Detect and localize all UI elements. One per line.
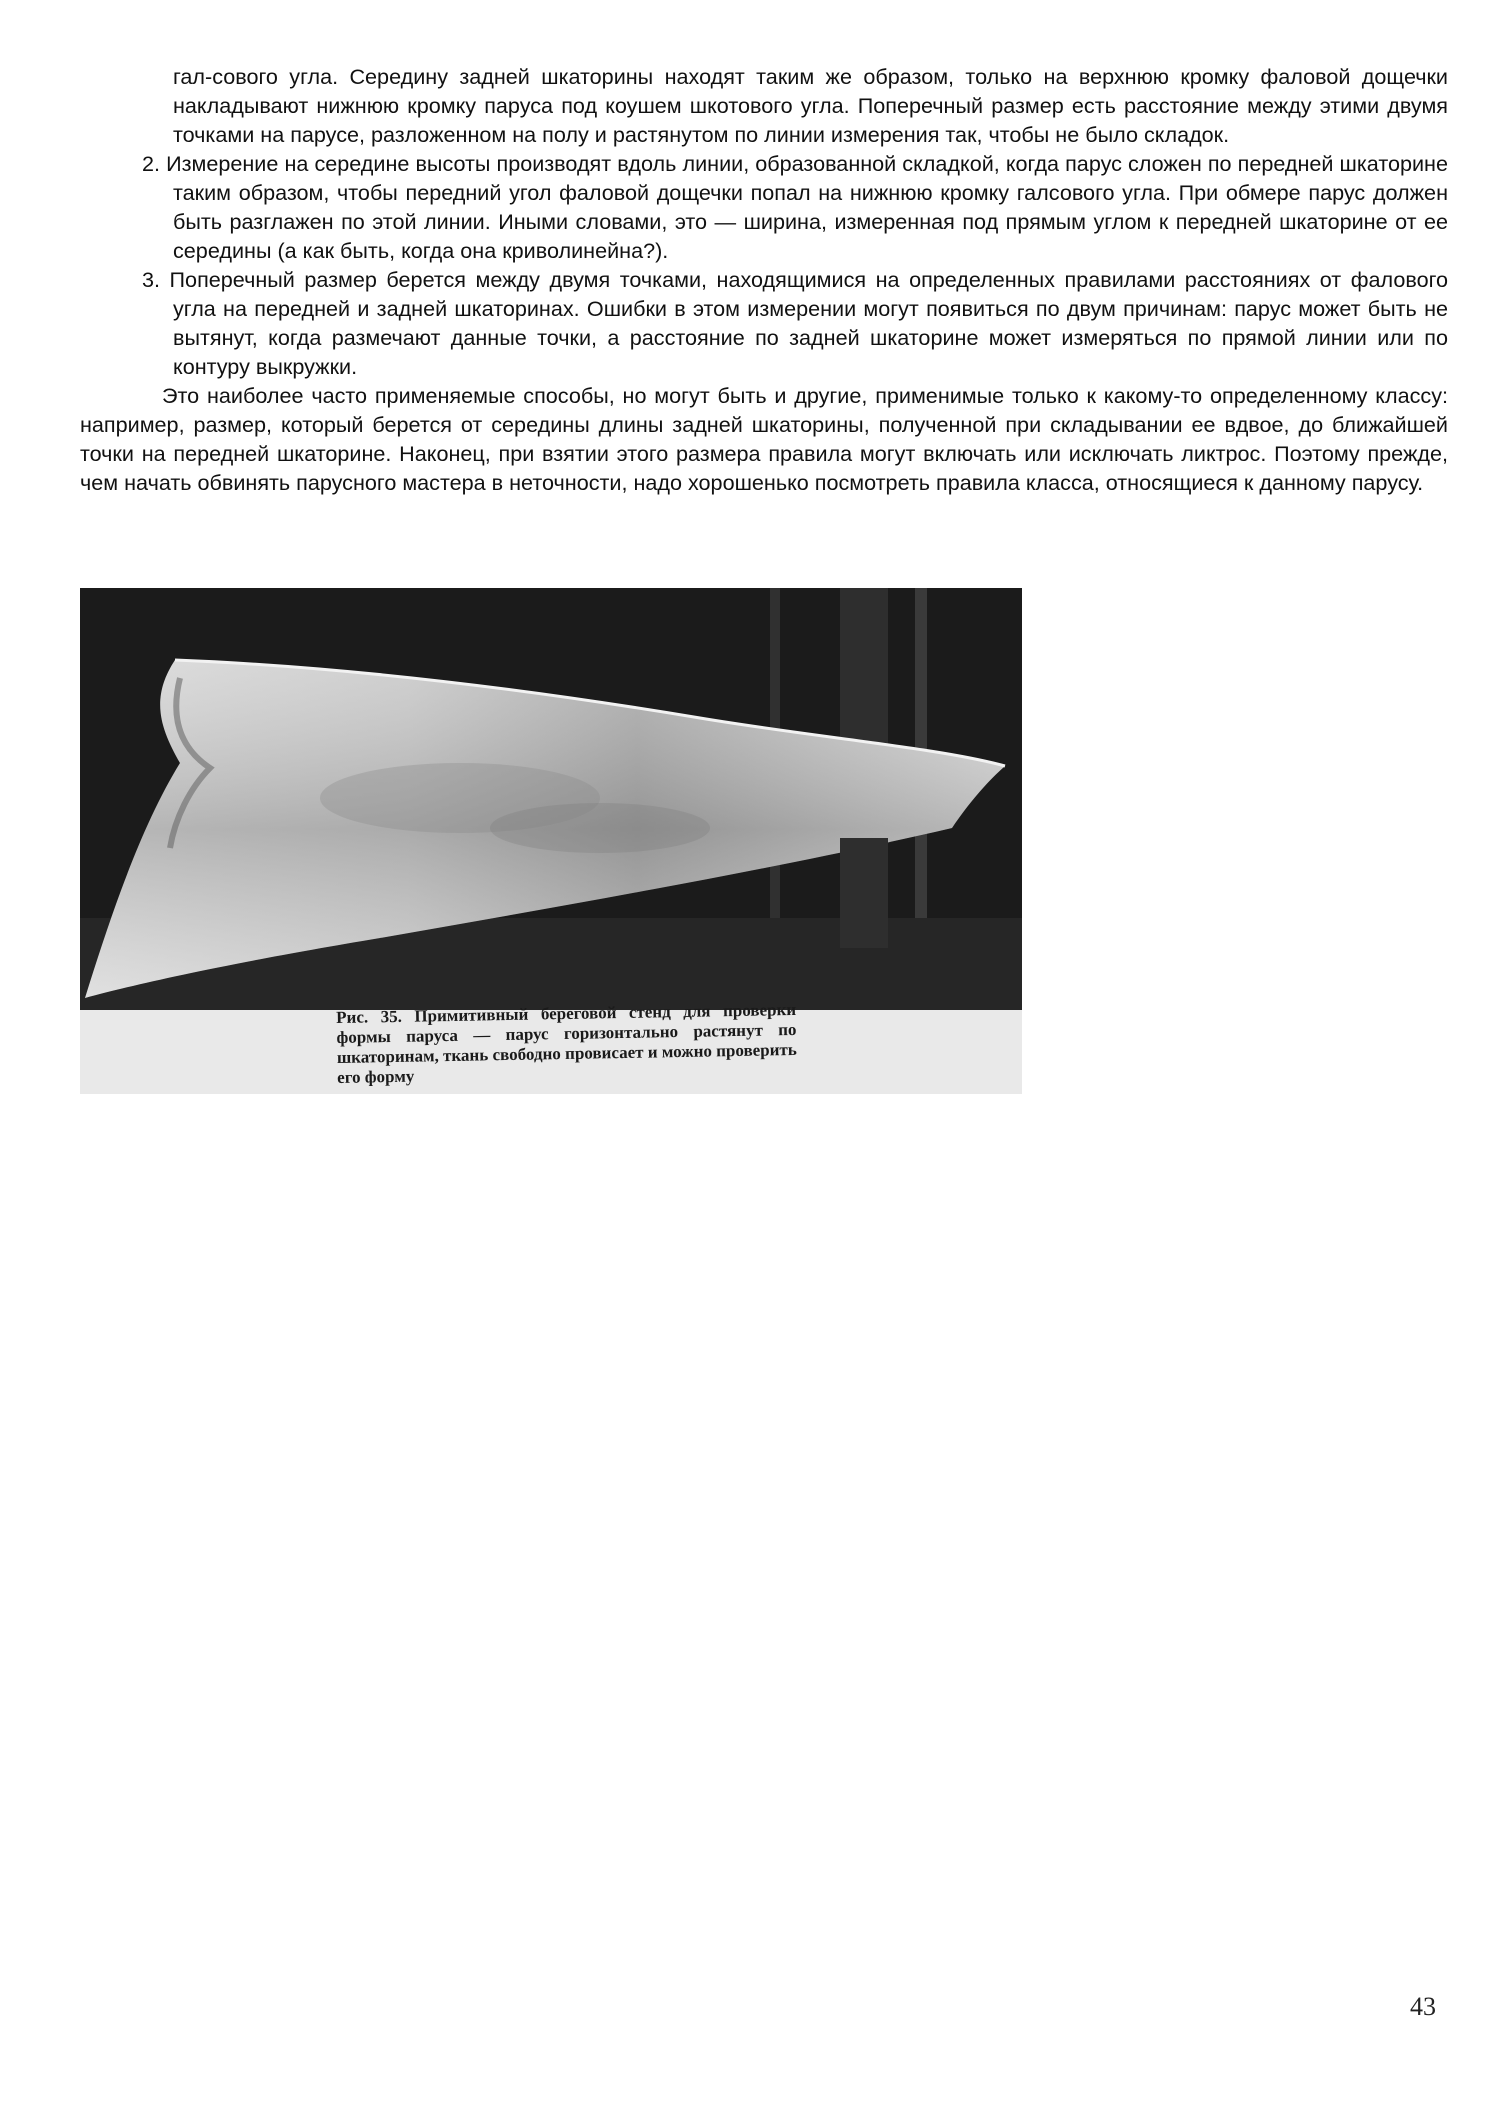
list-item-2: 2. Измерение на середине высоты производят вдоль линии, образованной складкой, когда парус сложен по передней шкаторине таким образом, чтобы передний угол фаловой дощечки попал на нижнюю кромку галсового угла. При обмере парус должен быть разглажен по этой линии. Иными словами, это — ширина, измеренная под прямым углом к передней шкаторине от ее середины (а как быть, когда она криволинейна?). [142,151,1448,263]
body-text [80,62,1448,497]
figure-caption: Рис. 35. Примитивный береговой стенд для проверки формы паруса — парус горизонтально растянут по шкаторинам, ткань свободно провисает и можно проверить его форму [336,999,797,1087]
page-number: 43 [1410,1992,1436,2021]
paragraph: Это наиболее часто применяемые способы, но могут быть и другие, применимые только к какому-то определенному классу: например, размер, который берется от середины длины задней шкаторины, полученной при складывании ее вдвое, до ближайшей точки на передней шкаторине. Наконец, при взятии этого размера правила могут включать или исключать ликтрос. Поэтому прежде, чем начать обвинять парусного мастера в неточности, надо хорошенько посмотреть правила класса, относящиеся к данному парусу. [80,383,1448,495]
sail-photo [80,588,1022,1010]
paragraph-continuation: гал-сового угла. Середину задней шкаторины находят таким же образом, только на верхнюю кромку фаловой дощечки накладывают нижнюю кромку паруса под коушем шкотового угла. Поперечный размер есть расстояние между этими двумя точками на парусе, разложенном на полу и растянутом по линии измерения так, чтобы не было складок. [173,64,1448,147]
list-item-3: 3. Поперечный размер берется между двумя точками, находящимися на определенных правилами расстояниях от фалового угла на передней и задней шкаторинах. Ошибки в этом измерении могут появиться по двум причинам: парус может быть не вытянут, когда размечают данные точки, а расстояние по задней шкаторине может измеряться по прямой линии или по контуру выкружки. [142,267,1448,379]
figure-35 [80,588,1022,1094]
